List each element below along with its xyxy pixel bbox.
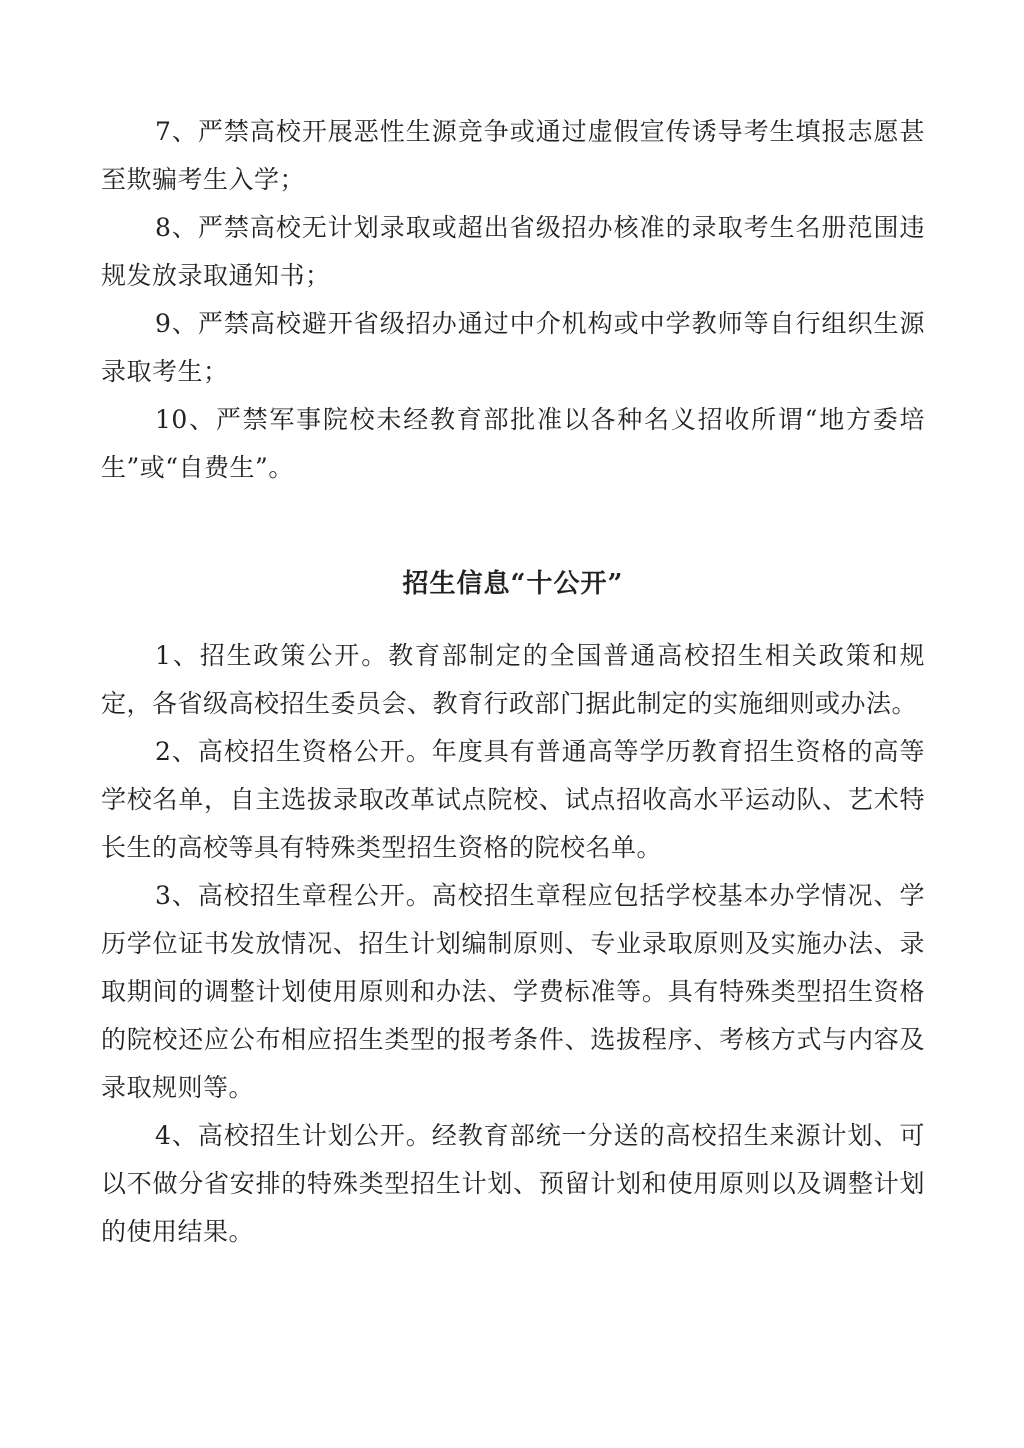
rule-9: 9、严禁高校避开省级招办通过中介机构或中学教师等自行组织生源录取考生； <box>101 309 925 386</box>
disclosure-3: 3、高校招生章程公开。高校招生章程应包括学校基本办学情况、学历学位证书发放情况、招生计划编制原则、专业录取原则及实施办法、录取期间的调整计划使用原则和办法、学费标准等。具有特殊类型招生资格的院校还应公布相应招生类型的报考条件、选拔程序、考核方式与内容及录取规则等。 <box>101 881 925 1102</box>
disclosures-list <box>101 632 925 1256</box>
prohibitions-list <box>101 108 925 492</box>
disclosure-4: 4、高校招生计划公开。经教育部统一分送的高校招生来源计划、可以不做分省安排的特殊类型招生计划、预留计划和使用原则以及调整计划的使用结果。 <box>101 1121 925 1246</box>
rule-7: 7、严禁高校开展恶性生源竞争或通过虚假宣传诱导考生填报志愿甚至欺骗考生入学； <box>101 117 925 194</box>
rule-10: 10、严禁军事院校未经教育部批准以各种名义招收所谓“地方委培生”或“自费生”。 <box>101 405 925 482</box>
disclosure-2: 2、高校招生资格公开。年度具有普通高等学历教育招生资格的高等学校名单，自主选拔录取改革试点院校、试点招收高水平运动队、艺术特长生的高校等具有特殊类型招生资格的院校名单。 <box>101 737 925 862</box>
section-title: 招生信息“十公开” <box>402 569 624 599</box>
disclosure-1: 1、招生政策公开。教育部制定的全国普通高校招生相关政策和规定，各省级高校招生委员会、教育行政部门据此制定的实施细则或办法。 <box>101 641 925 718</box>
rule-8: 8、严禁高校无计划录取或超出省级招办核准的录取考生名册范围违规发放录取通知书； <box>101 213 925 290</box>
